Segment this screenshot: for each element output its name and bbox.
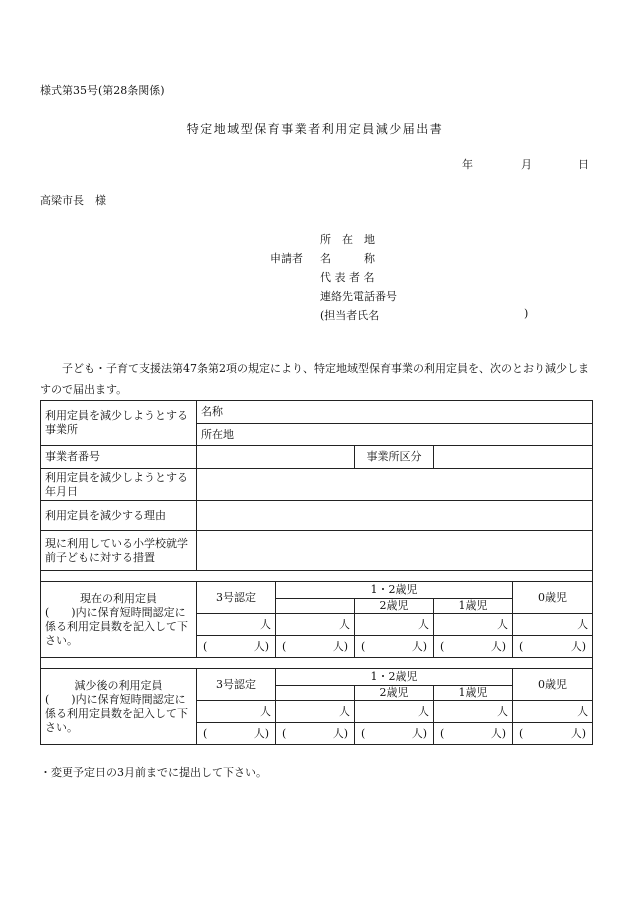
after-cert3-short[interactable] (197, 723, 276, 745)
after-capacity-note: ( )内に保育短時間認定に係る利用定員数を記入して下さい。 (45, 692, 188, 734)
after-combined-spacer (276, 686, 355, 701)
paren-open: ( (203, 639, 208, 653)
current-age1-label: 1歳児 (434, 599, 513, 614)
applicant-label: 申請者 (270, 252, 303, 265)
after-age2-label: 2歳児 (355, 686, 434, 701)
current-cert3-count[interactable]: 人 (197, 614, 276, 636)
applicant-name-label: 名 称 (320, 252, 375, 265)
current-age12-label: 1・2歳児 (276, 582, 513, 599)
applicant-contact-close-paren: ) (524, 307, 529, 320)
reason-field[interactable] (197, 501, 593, 531)
paren-open: ( (440, 639, 445, 653)
after-cert3-label: 3号認定 (197, 669, 276, 701)
page-title: 特定地域型保育事業者利用定員減少届出書 (186, 122, 444, 136)
current-age12-count[interactable]: 人 (276, 614, 355, 636)
after-capacity-head: 減少後の利用定員 (74, 678, 163, 692)
reduction-date-label: 利用定員を減少しようとする年月日 (41, 469, 197, 501)
after-age0-label: 0歳児 (513, 669, 593, 701)
after-age1-short[interactable] (434, 723, 513, 745)
office-name-field[interactable] (197, 401, 593, 424)
paren-close: 人) (332, 639, 348, 653)
current-age0-label: 0歳児 (513, 582, 593, 614)
paren-close: 人) (411, 726, 427, 740)
paren-open: ( (519, 726, 524, 740)
paren-open: ( (361, 639, 366, 653)
office-address-label: 所在地 (201, 427, 234, 441)
paren-close: 人) (253, 726, 269, 740)
paren-close: 人) (570, 639, 587, 653)
current-age1-short[interactable] (434, 636, 513, 658)
form-number: 様式第35号(第28条関係) (40, 84, 165, 97)
reason-label: 利用定員を減少する理由 (41, 501, 197, 531)
paren-close: 人) (490, 726, 506, 740)
current-age12-short[interactable] (276, 636, 355, 658)
date-year-label: 年 (462, 158, 473, 171)
paren-open: ( (440, 726, 445, 740)
office-label: 利用定員を減少しようとする事業所 (41, 401, 197, 446)
after-age2-short[interactable] (355, 723, 434, 745)
date-day-label: 日 (578, 158, 589, 171)
after-cert3-count[interactable]: 人 (197, 701, 276, 723)
current-capacity-head: 現在の利用定員 (80, 591, 157, 605)
office-category-label: 事業所区分 (355, 446, 434, 469)
footnote: ・変更予定日の3月前までに提出して下さい。 (40, 766, 267, 779)
current-cert3-short[interactable] (197, 636, 276, 658)
spacer-row (41, 571, 593, 582)
after-age0-short[interactable] (513, 723, 593, 745)
paren-open: ( (282, 639, 287, 653)
spacer-row (41, 658, 593, 669)
current-combined-spacer (276, 599, 355, 614)
paren-open: ( (519, 639, 524, 653)
current-capacity-note: ( )内に保育短時間認定に係る利用定員数を記入して下さい。 (45, 605, 188, 647)
after-age2-count[interactable]: 人 (355, 701, 434, 723)
paren-close: 人) (332, 726, 348, 740)
current-age2-label: 2歳児 (355, 599, 434, 614)
business-number-label: 事業者番号 (41, 446, 197, 469)
current-age2-count[interactable]: 人 (355, 614, 434, 636)
after-age0-count[interactable]: 人 (513, 701, 593, 723)
current-age1-count[interactable]: 人 (434, 614, 513, 636)
paren-open: ( (361, 726, 366, 740)
reduction-date-field[interactable] (197, 469, 593, 501)
paren-open: ( (282, 726, 287, 740)
measures-field[interactable] (197, 531, 593, 571)
current-age0-count[interactable]: 人 (513, 614, 593, 636)
measures-label: 現に利用している小学校就学前子どもに対する措置 (41, 531, 197, 571)
after-age1-label: 1歳児 (434, 686, 513, 701)
after-age12-count[interactable]: 人 (276, 701, 355, 723)
paren-close: 人) (490, 639, 506, 653)
applicant-contact-label: (担当者氏名 (320, 309, 380, 322)
current-cert3-label: 3号認定 (197, 582, 276, 614)
paren-close: 人) (411, 639, 427, 653)
statement-paragraph: 子ども・子育て支援法第47条第2項の規定により、特定地域型保育事業の利用定員を、次のとおり減少しますので届出ます。 (40, 362, 589, 396)
paren-close: 人) (253, 639, 269, 653)
paren-open: ( (203, 726, 208, 740)
reduction-form-table (40, 400, 593, 745)
after-age1-count[interactable]: 人 (434, 701, 513, 723)
after-capacity-label (41, 669, 197, 745)
office-address-field[interactable] (197, 424, 593, 446)
office-category-field[interactable] (434, 446, 593, 469)
date-month-label: 月 (521, 158, 532, 171)
paren-close: 人) (570, 726, 587, 740)
current-age2-short[interactable] (355, 636, 434, 658)
applicant-address-label: 所 在 地 (320, 233, 375, 246)
applicant-phone-label: 連絡先電話番号 (320, 290, 397, 303)
after-age12-short[interactable] (276, 723, 355, 745)
applicant-representative-label: 代 表 者 名 (320, 271, 375, 284)
addressee: 高梁市長 様 (40, 194, 106, 207)
current-age0-short[interactable] (513, 636, 593, 658)
current-capacity-label (41, 582, 197, 658)
business-number-field[interactable] (197, 446, 355, 469)
after-age12-label: 1・2歳児 (276, 669, 513, 686)
office-name-label: 名称 (201, 405, 223, 418)
